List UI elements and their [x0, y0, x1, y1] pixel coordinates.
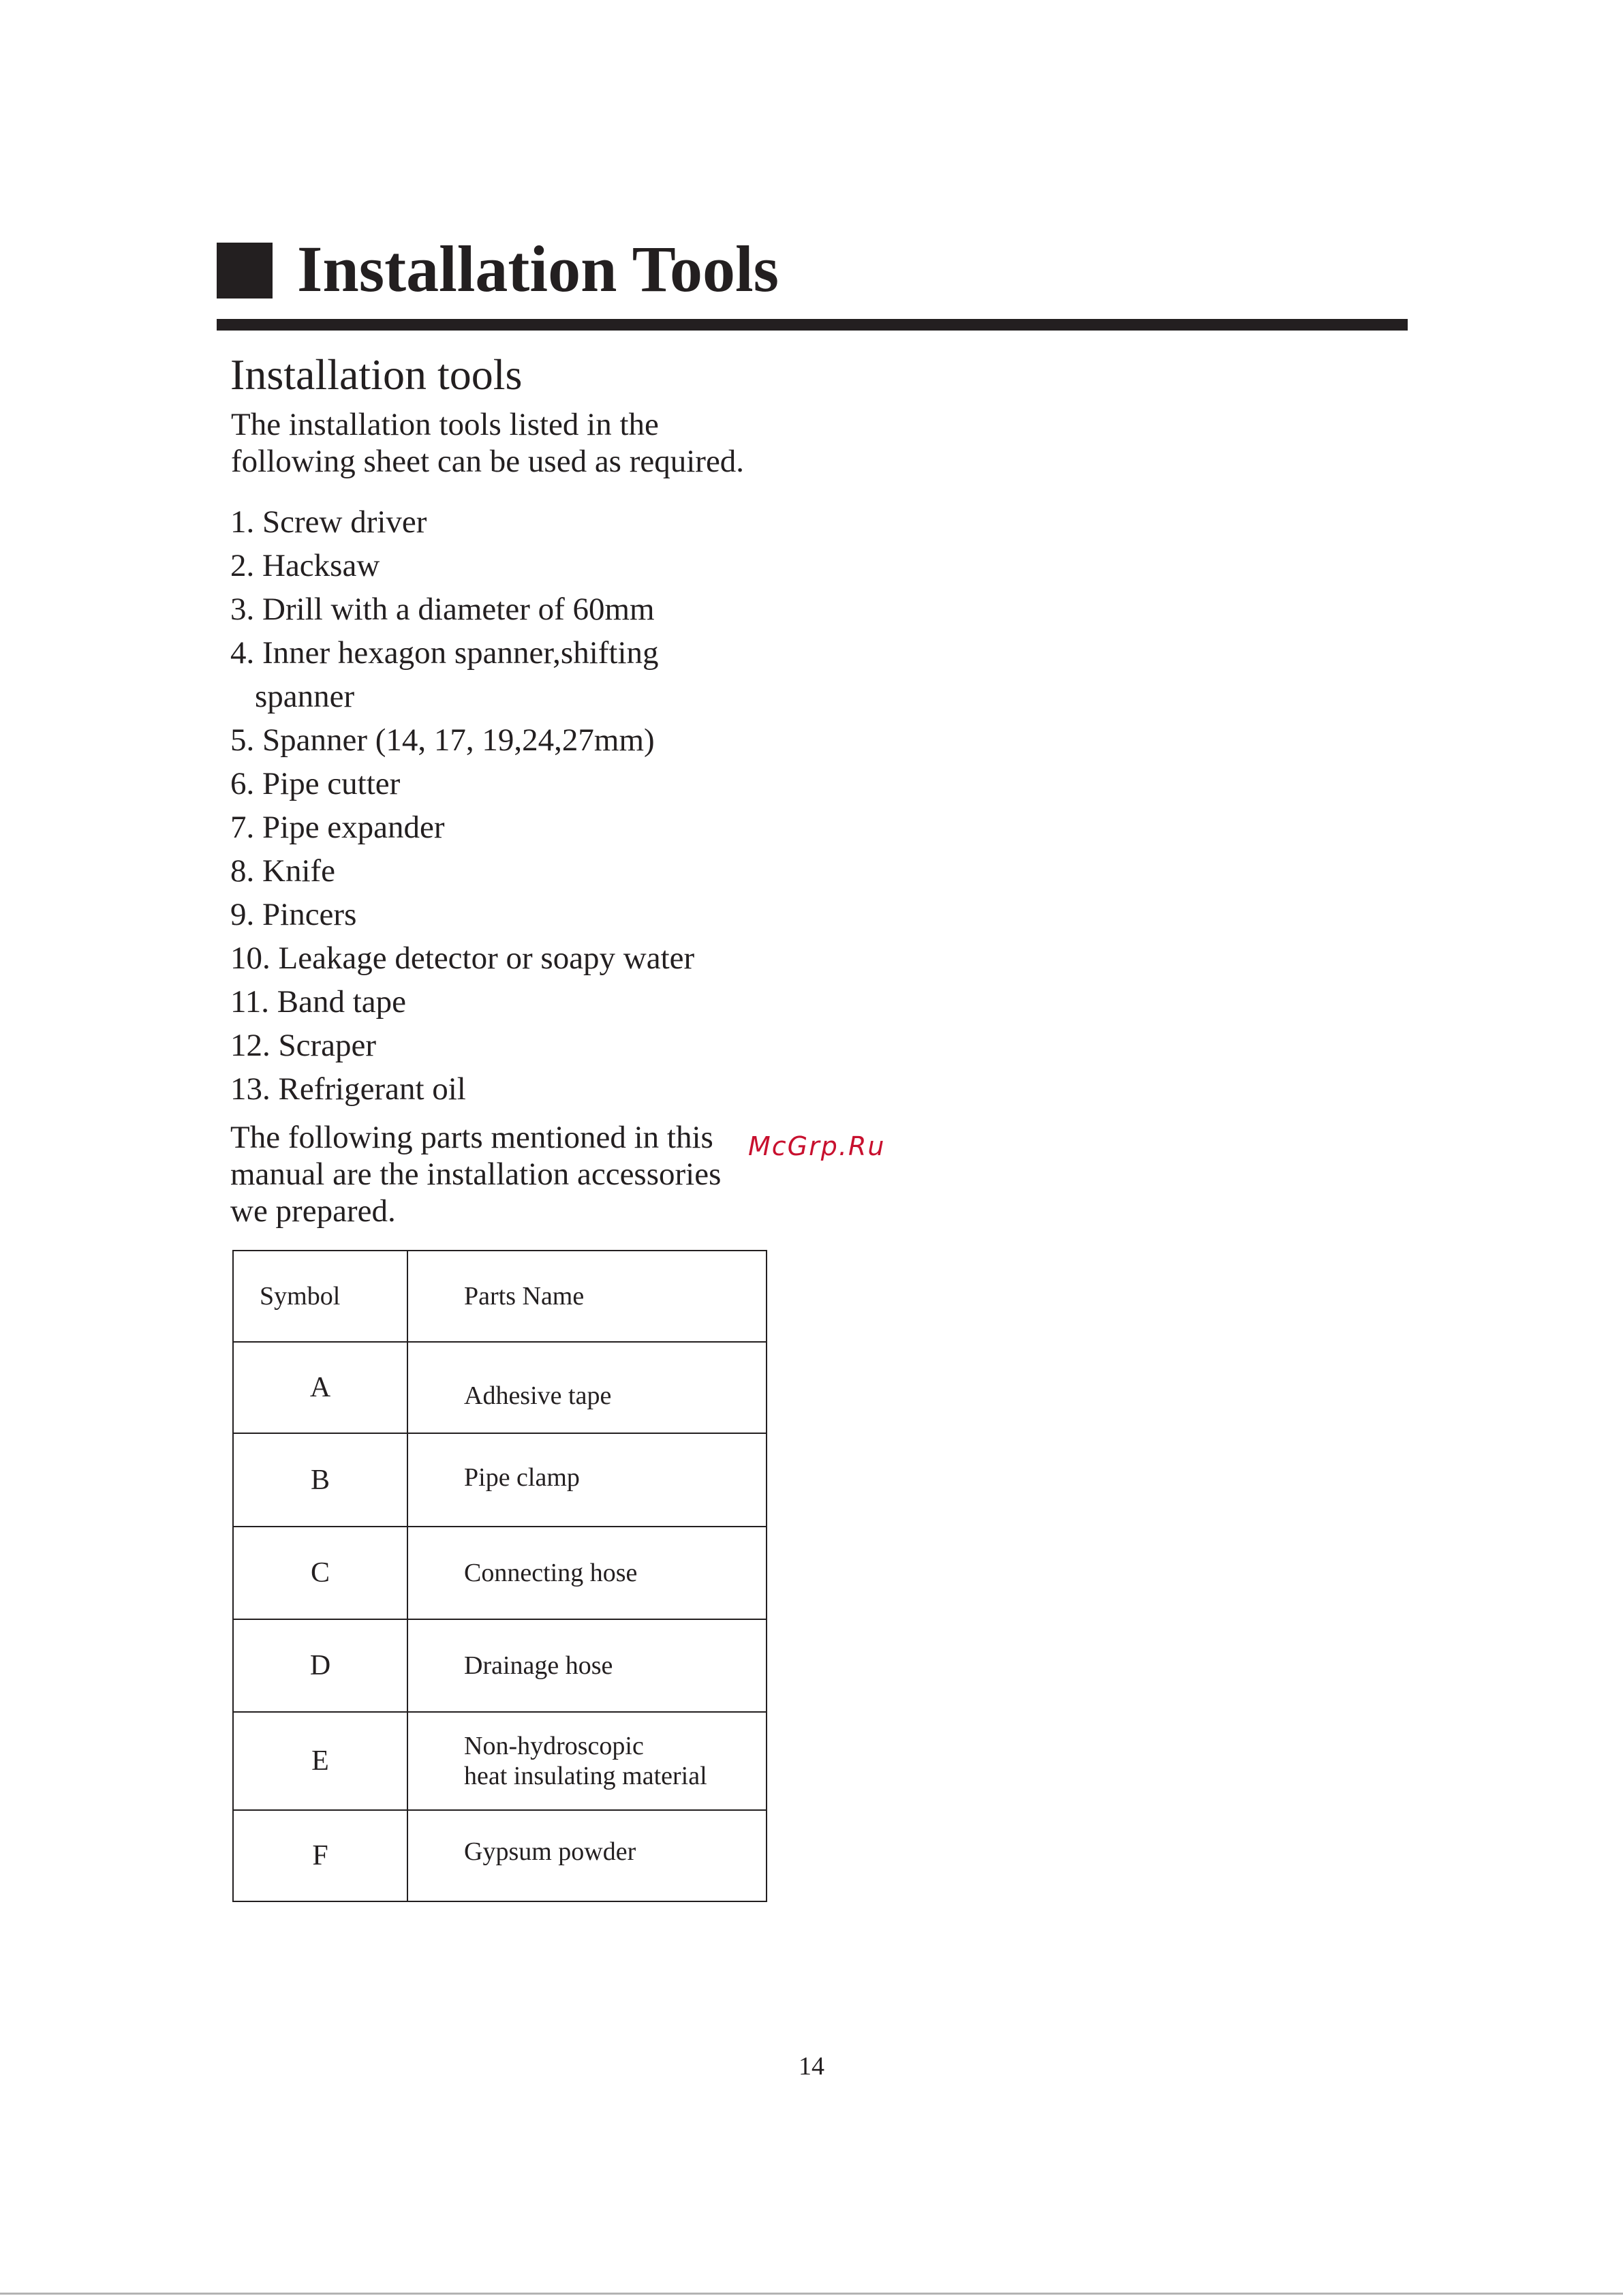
- accessories-paragraph: [230, 1119, 721, 1229]
- table-row: [233, 1712, 767, 1810]
- tool-item: 1. Screw driver: [230, 504, 427, 540]
- tool-item: 6. Pipe cutter: [230, 766, 401, 801]
- accessories-table: [232, 1250, 767, 1902]
- part-name-value: Drainage hose: [464, 1651, 613, 1680]
- part-name-cell: [407, 1527, 767, 1619]
- symbol-cell: [233, 1810, 407, 1901]
- tool-item: [230, 631, 694, 718]
- tool-item: 5. Spanner (14, 17, 19,24,27mm): [230, 722, 655, 758]
- tool-item: 9. Pincers: [230, 897, 357, 932]
- table-row: [233, 1342, 767, 1433]
- part-name-value: Pipe clamp: [464, 1463, 580, 1492]
- intro-line: The installation tools listed in the: [231, 407, 659, 442]
- part-name-cell: [407, 1619, 767, 1712]
- accessories-line: we prepared.: [230, 1193, 396, 1229]
- accessories-line: The following parts mentioned in this: [230, 1120, 713, 1155]
- tool-item-line: 4. Inner hexagon spanner,shifting: [230, 635, 659, 671]
- section-subheading: Installation tools: [230, 350, 523, 399]
- table-row: [233, 1619, 767, 1712]
- part-name-cell: [407, 1810, 767, 1901]
- watermark-text: McGrp.Ru: [748, 1131, 886, 1161]
- tool-item: 12. Scraper: [230, 1028, 377, 1063]
- tool-item: 3. Drill with a diameter of 60mm: [230, 592, 655, 627]
- part-name-cell: [407, 1342, 767, 1433]
- symbol-cell: [233, 1619, 407, 1712]
- heading-rule: [217, 319, 1408, 331]
- part-name-value: Gypsum powder: [464, 1837, 636, 1866]
- symbol-value: B: [310, 1464, 330, 1496]
- symbol-value: E: [311, 1745, 329, 1777]
- header-parts-name-label: Parts Name: [464, 1282, 585, 1311]
- table-header-row: [233, 1251, 767, 1342]
- tools-list: [230, 500, 694, 1111]
- symbol-value: C: [310, 1557, 330, 1589]
- page-bottom-edge: [0, 2293, 1623, 2295]
- header-symbol: [233, 1251, 407, 1342]
- header-symbol-label: Symbol: [260, 1282, 341, 1311]
- symbol-cell: [233, 1527, 407, 1619]
- part-name-value: Adhesive tape: [464, 1381, 612, 1410]
- header-parts-name: [407, 1251, 767, 1342]
- table-row: [233, 1810, 767, 1901]
- tool-item: 11. Band tape: [230, 984, 406, 1020]
- symbol-value: A: [309, 1372, 331, 1403]
- symbol-value: D: [309, 1650, 331, 1681]
- tool-item: 13. Refrigerant oil: [230, 1071, 466, 1107]
- intro-paragraph: [231, 406, 744, 480]
- part-name-cell: [407, 1433, 767, 1527]
- accessories-line: manual are the installation accessories: [230, 1157, 722, 1192]
- intro-line: following sheet can be used as required.: [231, 444, 745, 479]
- symbol-value: F: [312, 1840, 328, 1871]
- tool-item: 7. Pipe expander: [230, 810, 445, 845]
- symbol-cell: [233, 1712, 407, 1810]
- page-title: Installation Tools: [297, 232, 779, 305]
- tool-item-line: spanner: [255, 679, 355, 714]
- symbol-cell: [233, 1342, 407, 1433]
- table-row: [233, 1433, 767, 1527]
- symbol-cell: [233, 1433, 407, 1527]
- tool-item: 10. Leakage detector or soapy water: [230, 940, 695, 976]
- tool-item: 8. Knife: [230, 853, 336, 889]
- part-name-value-line2: heat insulating material: [464, 1762, 707, 1790]
- page-number: 14: [799, 2052, 824, 2081]
- heading-square-icon: [217, 243, 273, 299]
- tool-item: 2. Hacksaw: [230, 548, 380, 583]
- part-name-cell: [407, 1712, 767, 1810]
- part-name-value: Non-hydroscopic: [464, 1732, 644, 1760]
- table-row: [233, 1527, 767, 1619]
- part-name-value: Connecting hose: [464, 1559, 638, 1587]
